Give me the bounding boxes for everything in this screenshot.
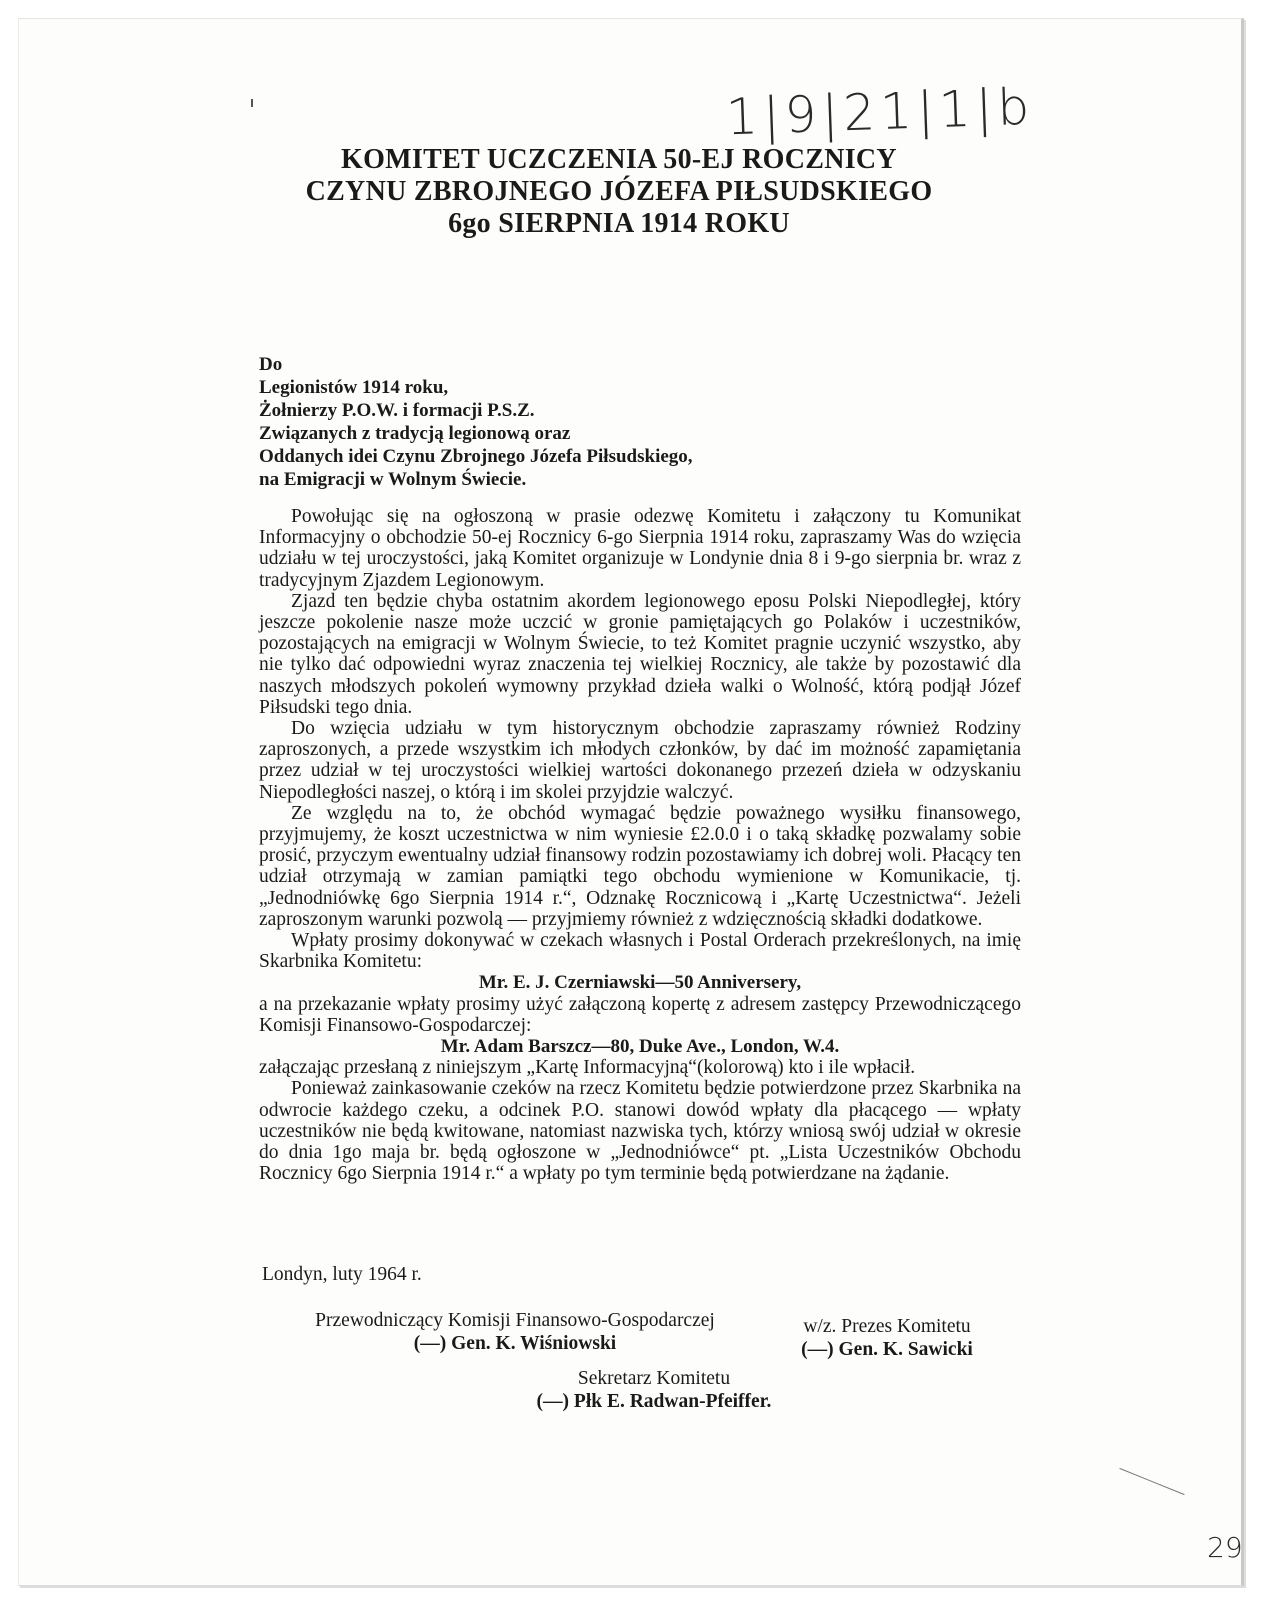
header-line-3: 6go SIERPNIA 1914 ROKU bbox=[448, 208, 790, 239]
header-line-1: KOMITET UCZCZENIA 50-EJ ROCZNICY bbox=[341, 144, 897, 175]
address-line: Legionistów 1914 roku, bbox=[259, 377, 449, 398]
signature-name: (—) Gen. K. Sawicki bbox=[801, 1339, 973, 1360]
document-sheet bbox=[18, 18, 1244, 1586]
handwritten-page-number: 29 bbox=[1207, 1531, 1243, 1564]
address-line: na Emigracji w Wolnym Świecie. bbox=[259, 469, 527, 490]
address-line: Oddanych idei Czynu Zbrojnego Józefa Piłsudskiego, bbox=[259, 446, 693, 467]
address-line: Związanych z tradycją legionową oraz bbox=[259, 423, 571, 444]
signature-president bbox=[777, 1315, 997, 1361]
body-paragraph: załączając przesłaną z niniejszym „Kartę Informacyjną“(kolorową) kto i ile wpłacił. bbox=[259, 1057, 916, 1079]
signature-secretary bbox=[489, 1367, 819, 1413]
signature-name: (—) Gen. K. Wiśniowski bbox=[413, 1333, 617, 1354]
handwritten-reference: 1|9|21|1|b bbox=[725, 77, 1036, 147]
address-line: Żołnierzy P.O.W. i formacji P.S.Z. bbox=[259, 400, 535, 421]
document-header bbox=[239, 144, 999, 240]
body-paragraph: Zjazd ten będzie chyba ostatnim akordem legionowego eposu Polski Niepodległej, który jeszcze pokolenie nasze może uczcić w gronie pamiętających go Polaków i uczestników, pozostających na emigracji w Wolnym Świecie, to też Komitet pragnie uczynić wszystko, aby nie tylko dać odpowiedni wyraz znaczenia tej wielkiej Rocznicy, ale także by pozostawić dla naszych młodszych pokoleń wymowny przykład dzieła walki o Wolność, którą podjął Józef Piłsudski tego dnia. bbox=[259, 590, 1021, 718]
signature-name: (—) Płk E. Radwan-Pfeiffer. bbox=[536, 1391, 772, 1412]
pencil-mark bbox=[1119, 1468, 1184, 1495]
deputy-address: Mr. Adam Barszcz—80, Duke Ave., London, W.4. bbox=[440, 1036, 840, 1058]
body-paragraph: Ponieważ zainkasowanie czeków na rzecz Komitetu będzie potwierdzone przez Skarbnika na odwrocie każdego czeku, a odcinek P.O. stanowi dowód wpłaty dla płacącego — wpłaty uczestników nie będą kwitowane, natomiast nazwiska tych, którzy wniosą swój udział w okresie do dnia 1go maja br. będą ogłoszone w „Jednodniówce“ pt. „Lista Uczestników Obchodu Rocznicy 6go Sierpnia 1914 r.“ a wpłaty po tym terminie będą potwierdzane na żądanie. bbox=[259, 1078, 1021, 1185]
signature-title: Przewodniczący Komisji Finansowo-Gospodarczej bbox=[315, 1310, 715, 1331]
header-line-2: CZYNU ZBROJNEGO JÓZEFA PIŁSUDSKIEGO bbox=[305, 176, 933, 207]
body-paragraph: Do wzięcia udziału w tym historycznym obchodzie zapraszamy również Rodziny zaproszonych, a przede wszystkim ich młodych członków, by dać im możność zapamiętania przez udział w tej uroczystości wielkiej wartości dokonanego przezeń dzieła w odzyskaniu Niepodległości naszej, o którą i im skolei przyjdzie walczyć. bbox=[259, 718, 1021, 803]
letter-body bbox=[259, 506, 1021, 1185]
recipient-address bbox=[259, 353, 693, 491]
signature-title: w/z. Prezes Komitetu bbox=[803, 1316, 971, 1337]
signature-title: Sekretarz Komitetu bbox=[577, 1368, 731, 1389]
body-paragraph: Ze względu na to, że obchód wymagać będzie poważnego wysiłku finansowego, przyjmujemy, że koszt uczestnictwa w nim wyniesie £2.0.0 i o taką składkę pozwalamy sobie prosić, przyczym ewentualny udział finansowy rodzin pozostawiamy ich dobrej woli. Płacący ten udział otrzymają w zamian pamiątki tego obchodu wymienione w Komunikacie, tj. „Jednodniówkę 6go Sierpnia 1914 r.“, Odznakę Rocznicową i „Kartę Uczestnictwa“. Jeżeli zaproszonym warunki pozwolą — przyjmiemy również z wdzięcznością składki dodatkowe. bbox=[259, 802, 1021, 930]
treasurer-name: Mr. E. J. Czerniawski—50 Anniversery, bbox=[478, 972, 802, 994]
date-line: Londyn, luty 1964 r. bbox=[262, 1264, 422, 1285]
address-line: Do bbox=[259, 354, 283, 375]
margin-mark bbox=[251, 99, 253, 107]
body-paragraph: Wpłaty prosimy dokonywać w czekach własnych i Postal Orderach przekreślonych, na imię Skarbnika Komitetu: bbox=[259, 930, 1021, 973]
body-paragraph: Powołując się na ogłoszoną w prasie odezwę Komitetu i załączony tu Komunikat Informacyjny o obchodzie 50-ej Rocznicy 6-go Sierpnia 1914 roku, zapraszamy Was do wzięcia udziału w tej uroczystości, jaką Komitet organizuje w Londynie dnia 8 i 9-go sierpnia br. wraz z tradycyjnym Zjazdem Legionowym. bbox=[259, 506, 1021, 591]
body-paragraph: a na przekazanie wpłaty prosimy użyć załączoną kopertę z adresem zastępcy Przewodniczącego Komisji Finansowo-Gospodarczej: bbox=[259, 993, 1021, 1036]
signature-finance-chair bbox=[285, 1309, 745, 1355]
